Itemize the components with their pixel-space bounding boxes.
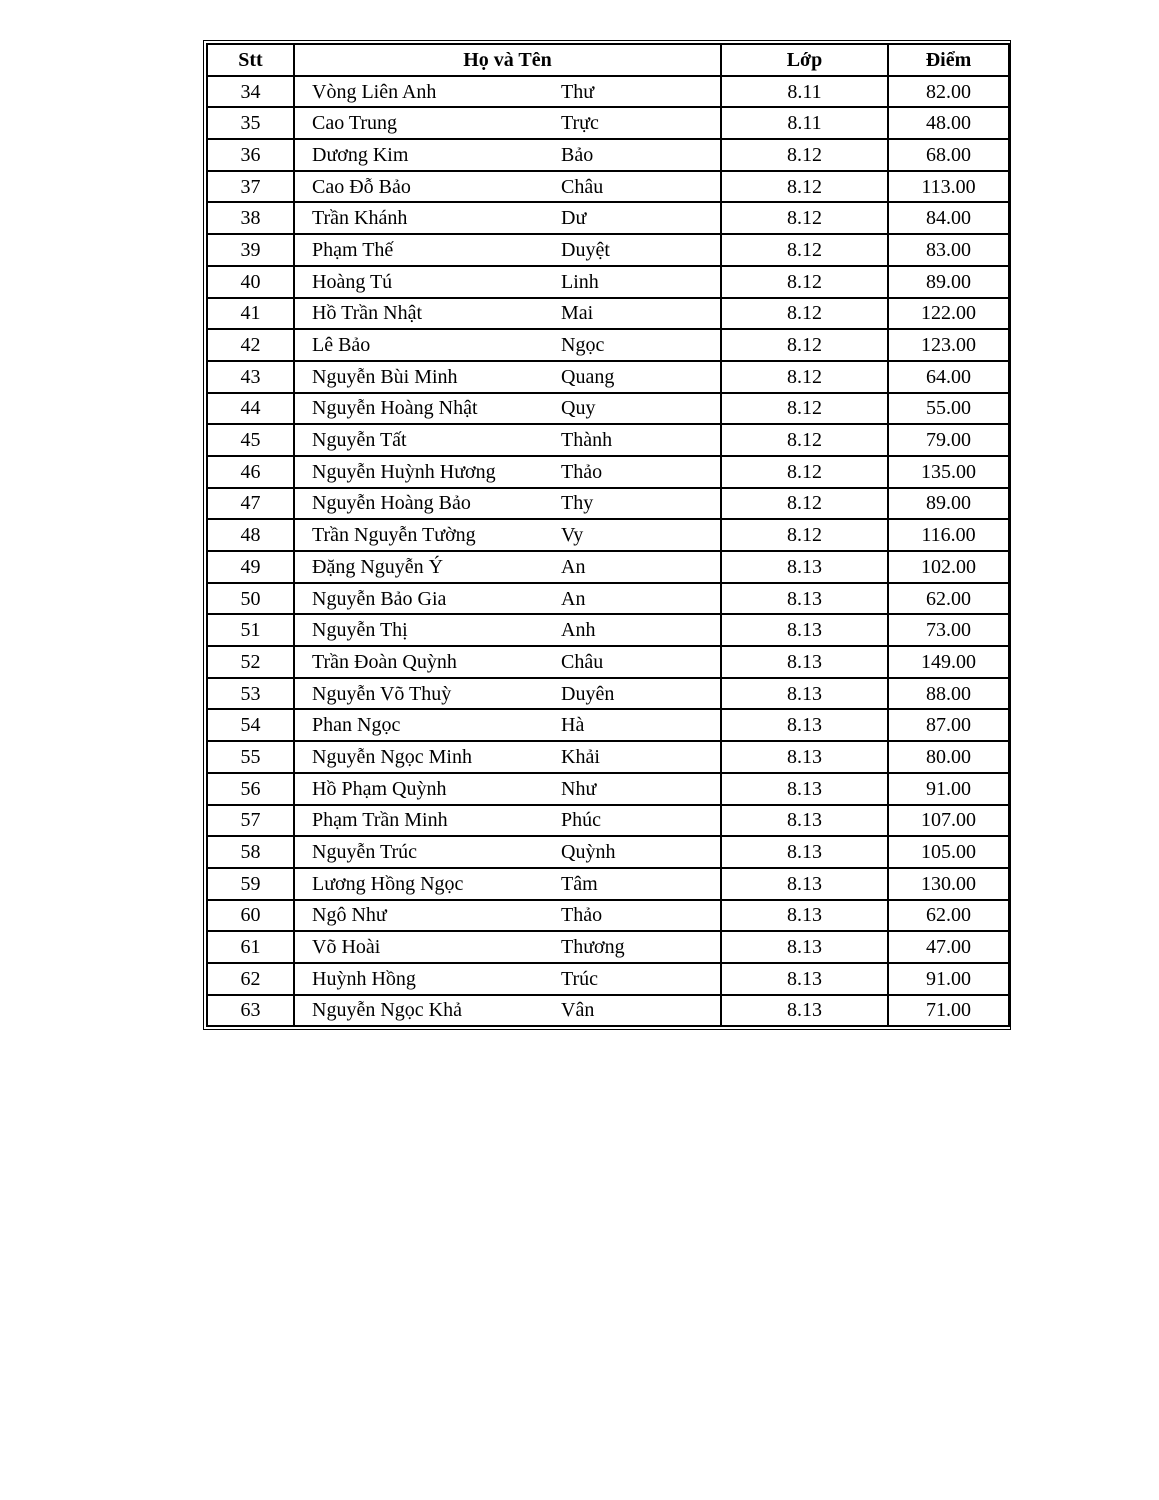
cell-surname: Cao Đỗ Bảo bbox=[312, 175, 411, 198]
cell-full-name bbox=[294, 646, 721, 678]
cell-stt: 52 bbox=[207, 646, 294, 678]
table-row bbox=[207, 709, 1009, 741]
cell-surname: Nguyễn Ngọc Minh bbox=[312, 745, 472, 768]
cell-class: 8.12 bbox=[721, 488, 888, 520]
cell-full-name bbox=[294, 995, 721, 1027]
cell-surname: Trần Đoàn Quỳnh bbox=[312, 650, 457, 673]
cell-surname: Cao Trung bbox=[312, 112, 398, 135]
table-row bbox=[207, 614, 1009, 646]
cell-given-name: Thảo bbox=[561, 904, 603, 927]
cell-class: 8.13 bbox=[721, 931, 888, 963]
cell-given-name: Thư bbox=[561, 80, 595, 103]
cell-full-name bbox=[294, 805, 721, 837]
table-row bbox=[207, 551, 1009, 583]
cell-full-name bbox=[294, 76, 721, 108]
cell-surname: Lương Hồng Ngọc bbox=[312, 872, 464, 895]
cell-score: 89.00 bbox=[888, 488, 1009, 520]
cell-score: 113.00 bbox=[888, 171, 1009, 203]
cell-surname: Hồ Trần Nhật bbox=[312, 302, 423, 325]
table-row bbox=[207, 424, 1009, 456]
cell-score: 73.00 bbox=[888, 614, 1009, 646]
cell-stt: 35 bbox=[207, 107, 294, 139]
table-row bbox=[207, 266, 1009, 298]
cell-full-name bbox=[294, 519, 721, 551]
cell-surname: Nguyễn Trúc bbox=[312, 841, 418, 864]
cell-stt: 51 bbox=[207, 614, 294, 646]
cell-given-name: An bbox=[561, 555, 586, 578]
table-row bbox=[207, 805, 1009, 837]
cell-stt: 37 bbox=[207, 171, 294, 203]
table-row bbox=[207, 741, 1009, 773]
cell-score: 47.00 bbox=[888, 931, 1009, 963]
cell-score: 79.00 bbox=[888, 424, 1009, 456]
cell-surname: Nguyễn Hoàng Bảo bbox=[312, 492, 471, 515]
cell-full-name bbox=[294, 298, 721, 330]
table-row bbox=[207, 931, 1009, 963]
cell-surname: Nguyễn Thị bbox=[312, 619, 408, 642]
cell-given-name: Trúc bbox=[561, 967, 599, 990]
cell-class: 8.13 bbox=[721, 868, 888, 900]
cell-score: 116.00 bbox=[888, 519, 1009, 551]
cell-given-name: Hà bbox=[561, 714, 585, 737]
cell-stt: 36 bbox=[207, 139, 294, 171]
cell-given-name: Quy bbox=[561, 397, 596, 420]
cell-surname: Nguyễn Bảo Gia bbox=[312, 587, 447, 610]
cell-class: 8.13 bbox=[721, 614, 888, 646]
cell-class: 8.11 bbox=[721, 107, 888, 139]
cell-score: 135.00 bbox=[888, 456, 1009, 488]
cell-class: 8.13 bbox=[721, 741, 888, 773]
cell-stt: 40 bbox=[207, 266, 294, 298]
cell-surname: Võ Hoài bbox=[312, 936, 381, 959]
cell-full-name bbox=[294, 963, 721, 995]
table-body bbox=[207, 76, 1009, 1027]
cell-stt: 48 bbox=[207, 519, 294, 551]
cell-score: 123.00 bbox=[888, 329, 1009, 361]
cell-full-name bbox=[294, 456, 721, 488]
table-row bbox=[207, 329, 1009, 361]
cell-score: 102.00 bbox=[888, 551, 1009, 583]
cell-given-name: Linh bbox=[561, 270, 599, 293]
cell-class: 8.12 bbox=[721, 139, 888, 171]
cell-score: 48.00 bbox=[888, 107, 1009, 139]
score-table-frame bbox=[203, 40, 1011, 1030]
cell-score: 88.00 bbox=[888, 678, 1009, 710]
cell-stt: 55 bbox=[207, 741, 294, 773]
cell-score: 91.00 bbox=[888, 963, 1009, 995]
cell-score: 84.00 bbox=[888, 202, 1009, 234]
table-row bbox=[207, 393, 1009, 425]
table-row bbox=[207, 995, 1009, 1027]
cell-stt: 38 bbox=[207, 202, 294, 234]
cell-full-name bbox=[294, 709, 721, 741]
cell-stt: 56 bbox=[207, 773, 294, 805]
table-row bbox=[207, 361, 1009, 393]
cell-stt: 53 bbox=[207, 678, 294, 710]
cell-given-name: Quang bbox=[561, 365, 615, 388]
cell-class: 8.13 bbox=[721, 995, 888, 1027]
cell-full-name bbox=[294, 741, 721, 773]
cell-class: 8.12 bbox=[721, 298, 888, 330]
table-row bbox=[207, 234, 1009, 266]
cell-full-name bbox=[294, 551, 721, 583]
cell-full-name bbox=[294, 931, 721, 963]
table-row bbox=[207, 139, 1009, 171]
cell-score: 71.00 bbox=[888, 995, 1009, 1027]
cell-stt: 62 bbox=[207, 963, 294, 995]
cell-score: 87.00 bbox=[888, 709, 1009, 741]
cell-stt: 47 bbox=[207, 488, 294, 520]
table-row bbox=[207, 583, 1009, 615]
cell-class: 8.12 bbox=[721, 202, 888, 234]
cell-full-name bbox=[294, 202, 721, 234]
table-row bbox=[207, 519, 1009, 551]
cell-full-name bbox=[294, 329, 721, 361]
cell-class: 8.12 bbox=[721, 266, 888, 298]
table-row bbox=[207, 900, 1009, 932]
cell-class: 8.13 bbox=[721, 678, 888, 710]
cell-stt: 59 bbox=[207, 868, 294, 900]
cell-full-name bbox=[294, 583, 721, 615]
cell-stt: 34 bbox=[207, 76, 294, 108]
cell-given-name: Duyên bbox=[561, 682, 615, 705]
table-row bbox=[207, 678, 1009, 710]
cell-full-name bbox=[294, 773, 721, 805]
cell-surname: Nguyễn Ngọc Khả bbox=[312, 999, 462, 1022]
cell-stt: 61 bbox=[207, 931, 294, 963]
cell-surname: Trần Khánh bbox=[312, 207, 408, 230]
cell-score: 55.00 bbox=[888, 393, 1009, 425]
cell-given-name: Duyệt bbox=[561, 238, 610, 261]
table-row bbox=[207, 773, 1009, 805]
table-row bbox=[207, 171, 1009, 203]
table-row bbox=[207, 107, 1009, 139]
cell-stt: 39 bbox=[207, 234, 294, 266]
cell-stt: 43 bbox=[207, 361, 294, 393]
header-name: Họ và Tên bbox=[294, 44, 721, 76]
cell-full-name bbox=[294, 836, 721, 868]
cell-class: 8.11 bbox=[721, 76, 888, 108]
cell-class: 8.13 bbox=[721, 583, 888, 615]
cell-score: 80.00 bbox=[888, 741, 1009, 773]
cell-stt: 46 bbox=[207, 456, 294, 488]
cell-stt: 63 bbox=[207, 995, 294, 1027]
cell-full-name bbox=[294, 488, 721, 520]
cell-surname: Nguyễn Tất bbox=[312, 429, 407, 452]
cell-stt: 54 bbox=[207, 709, 294, 741]
cell-stt: 41 bbox=[207, 298, 294, 330]
table-row bbox=[207, 836, 1009, 868]
cell-surname: Hoàng Tú bbox=[312, 270, 393, 293]
cell-surname: Nguyễn Huỳnh Hương bbox=[312, 460, 496, 483]
cell-score: 64.00 bbox=[888, 361, 1009, 393]
cell-score: 91.00 bbox=[888, 773, 1009, 805]
cell-given-name: Ngọc bbox=[561, 334, 605, 357]
cell-stt: 49 bbox=[207, 551, 294, 583]
cell-stt: 44 bbox=[207, 393, 294, 425]
cell-class: 8.12 bbox=[721, 424, 888, 456]
cell-full-name bbox=[294, 900, 721, 932]
table-row bbox=[207, 76, 1009, 108]
table-header-row bbox=[207, 44, 1009, 76]
cell-stt: 60 bbox=[207, 900, 294, 932]
cell-class: 8.12 bbox=[721, 361, 888, 393]
cell-given-name: Trực bbox=[561, 112, 599, 135]
cell-surname: Nguyễn Võ Thuỳ bbox=[312, 682, 452, 705]
cell-given-name: Như bbox=[561, 777, 597, 800]
cell-class: 8.13 bbox=[721, 551, 888, 583]
cell-score: 105.00 bbox=[888, 836, 1009, 868]
cell-score: 68.00 bbox=[888, 139, 1009, 171]
cell-score: 122.00 bbox=[888, 298, 1009, 330]
cell-full-name bbox=[294, 107, 721, 139]
header-stt: Stt bbox=[207, 44, 294, 76]
cell-stt: 42 bbox=[207, 329, 294, 361]
cell-class: 8.12 bbox=[721, 329, 888, 361]
cell-given-name: Bảo bbox=[561, 143, 594, 166]
cell-surname: Dương Kim bbox=[312, 143, 409, 166]
cell-class: 8.13 bbox=[721, 646, 888, 678]
header-score: Điểm bbox=[888, 44, 1009, 76]
cell-stt: 57 bbox=[207, 805, 294, 837]
cell-full-name bbox=[294, 361, 721, 393]
cell-score: 83.00 bbox=[888, 234, 1009, 266]
cell-stt: 50 bbox=[207, 583, 294, 615]
cell-class: 8.13 bbox=[721, 805, 888, 837]
cell-full-name bbox=[294, 139, 721, 171]
cell-score: 62.00 bbox=[888, 900, 1009, 932]
cell-surname: Lê Bảo bbox=[312, 334, 371, 357]
cell-given-name: Châu bbox=[561, 650, 604, 673]
cell-given-name: Tâm bbox=[561, 872, 598, 895]
cell-class: 8.12 bbox=[721, 519, 888, 551]
cell-given-name: Châu bbox=[561, 175, 604, 198]
cell-surname: Vòng Liên Anh bbox=[312, 80, 437, 103]
cell-full-name bbox=[294, 614, 721, 646]
cell-full-name bbox=[294, 868, 721, 900]
cell-stt: 45 bbox=[207, 424, 294, 456]
table-row bbox=[207, 202, 1009, 234]
table-row bbox=[207, 646, 1009, 678]
cell-given-name: Thảo bbox=[561, 460, 603, 483]
cell-surname: Đặng Nguyễn Ý bbox=[312, 555, 444, 578]
cell-full-name bbox=[294, 424, 721, 456]
cell-score: 62.00 bbox=[888, 583, 1009, 615]
cell-given-name: Vy bbox=[561, 524, 584, 547]
header-class: Lớp bbox=[721, 44, 888, 76]
cell-given-name: Vân bbox=[561, 999, 595, 1022]
cell-score: 107.00 bbox=[888, 805, 1009, 837]
cell-class: 8.13 bbox=[721, 836, 888, 868]
cell-given-name: Khải bbox=[561, 745, 600, 768]
cell-full-name bbox=[294, 234, 721, 266]
cell-class: 8.13 bbox=[721, 963, 888, 995]
cell-surname: Phan Ngọc bbox=[312, 714, 401, 737]
cell-surname: Ngô Như bbox=[312, 904, 387, 927]
cell-surname: Huỳnh Hồng bbox=[312, 967, 416, 990]
cell-given-name: Quỳnh bbox=[561, 841, 616, 864]
cell-given-name: Phúc bbox=[561, 809, 601, 832]
cell-class: 8.13 bbox=[721, 709, 888, 741]
table-row bbox=[207, 868, 1009, 900]
cell-class: 8.13 bbox=[721, 773, 888, 805]
cell-class: 8.13 bbox=[721, 900, 888, 932]
table-row bbox=[207, 456, 1009, 488]
cell-given-name: Thương bbox=[561, 936, 625, 959]
cell-full-name bbox=[294, 393, 721, 425]
cell-full-name bbox=[294, 678, 721, 710]
cell-score: 89.00 bbox=[888, 266, 1009, 298]
cell-surname: Nguyễn Hoàng Nhật bbox=[312, 397, 478, 420]
cell-given-name: Thành bbox=[561, 429, 613, 452]
table-row bbox=[207, 298, 1009, 330]
cell-given-name: Dư bbox=[561, 207, 587, 230]
cell-given-name: Mai bbox=[561, 302, 594, 325]
score-table bbox=[206, 43, 1010, 1027]
cell-given-name: Thy bbox=[561, 492, 594, 515]
cell-score: 82.00 bbox=[888, 76, 1009, 108]
table-row bbox=[207, 488, 1009, 520]
cell-surname: Phạm Thế bbox=[312, 238, 394, 261]
cell-score: 149.00 bbox=[888, 646, 1009, 678]
cell-surname: Trần Nguyễn Tường bbox=[312, 524, 476, 547]
cell-surname: Hồ Phạm Quỳnh bbox=[312, 777, 447, 800]
cell-given-name: Anh bbox=[561, 619, 596, 642]
cell-stt: 58 bbox=[207, 836, 294, 868]
cell-full-name bbox=[294, 266, 721, 298]
cell-score: 130.00 bbox=[888, 868, 1009, 900]
cell-class: 8.12 bbox=[721, 171, 888, 203]
cell-class: 8.12 bbox=[721, 456, 888, 488]
table-row bbox=[207, 963, 1009, 995]
cell-surname: Phạm Trần Minh bbox=[312, 809, 448, 832]
cell-surname: Nguyễn Bùi Minh bbox=[312, 365, 458, 388]
cell-class: 8.12 bbox=[721, 393, 888, 425]
cell-full-name bbox=[294, 171, 721, 203]
cell-given-name: An bbox=[561, 587, 586, 610]
cell-class: 8.12 bbox=[721, 234, 888, 266]
